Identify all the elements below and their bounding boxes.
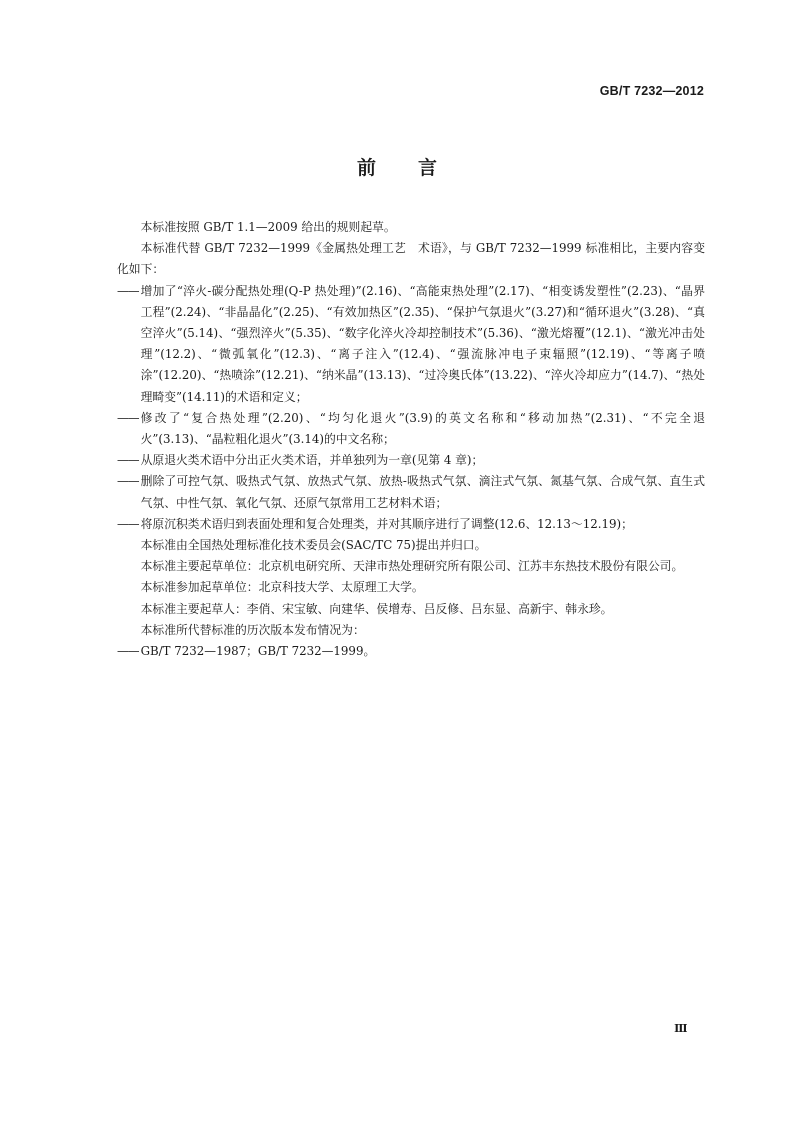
bullet-dash: —— xyxy=(117,453,139,468)
list-item-history xyxy=(117,641,705,662)
bullet-dash: —— xyxy=(117,516,139,531)
paragraph-proposed-by: 本标准由全国热处理标准化技术委员会(SAC/TC 75)提出并归口。 xyxy=(140,538,487,553)
page-title: 前言 xyxy=(356,157,479,179)
bullet-dash: —— xyxy=(117,644,139,659)
foreword-body xyxy=(117,217,705,662)
paragraph-history: 本标准所代替标准的历次版本发布情况为： xyxy=(140,622,365,637)
paragraph-drafting-rules: 本标准按照 GB/T 1.1—2009 给出的规则起草。 xyxy=(140,220,396,234)
list-item xyxy=(117,514,705,535)
paragraph-main-drafters-org: 本标准主要起草单位：北京机电研究所、天津市热处理研究所有限公司、江苏丰东热技术股份有限公司。 xyxy=(140,559,684,574)
list-item xyxy=(117,281,705,408)
list-item-text: 从原退火类术语中分出正火类术语，并单独列为一章(见第 4 章)； xyxy=(140,453,484,468)
paragraph-participating-org: 本标准参加起草单位：北京科技大学、太原理工大学。 xyxy=(140,580,424,595)
bullet-dash: —— xyxy=(117,410,139,425)
paragraph-main-drafters: 本标准主要起草人：李俏、宋宝敏、向建华、侯增寿、吕反修、吕东显、高新宇、韩永珍。 xyxy=(140,601,613,616)
bullet-dash: —— xyxy=(117,283,139,298)
bullet-dash: —— xyxy=(117,474,139,489)
list-item-text: 增加了“淬火-碳分配热处理(Q-P 热处理)”(2.16)、“高能束热处理”(2.17)、“相变诱发塑性”(2.23)、“晶界工程”(2.24)、“非晶晶化”(2.25)、“有效加热区”(2.35)、“保护气氛退火”(3.27)和“循环退火”(3.28)、“真空淬火”(5.14)、“强烈淬火”(5.35)、“数字化淬火冷却控制技术”(5.36)、“激光熔覆”(12.1)、“激光冲击处理”(12.2)、“微弧氧化”(12.3)、“离子注入”(12.4)、“强流脉冲电子束辐照”(12.19)、“等离子喷涂”(12.20)、“热喷涂”(12.21)、“纳米晶”(13.13)、“过冷奥氏体”(13.22)、“淬火冷却应力”(14.7)、“热处理畸变”(14.11)的术语和定义； xyxy=(140,283,705,404)
page-number: Ⅲ xyxy=(674,1022,687,1035)
list-item-text: 修改了“复合热处理”(2.20)、“均匀化退火”(3.9)的英文名称和“移动加热”(2.31)、“不完全退火”(3.13)、“晶粒粗化退火”(3.14)的中文名称； xyxy=(140,410,705,447)
list-item xyxy=(117,450,705,471)
list-item-text: 将原沉积类术语归到表面处理和复合处理类，并对其顺序进行了调整(12.6、12.13～12.19)； xyxy=(140,516,633,531)
list-item xyxy=(117,471,705,513)
standard-code-header: GB/T 7232—2012 xyxy=(599,84,704,98)
list-item-text: 删除了可控气氛、吸热式气氛、放热式气氛、放热-吸热式气氛、滴注式气氛、氮基气氛、合成气氛、直生式气氛、中性气氛、氧化气氛、还原气氛常用工艺材料术语； xyxy=(140,474,705,510)
list-item xyxy=(117,408,705,450)
list-item-text: GB/T 7232—1987；GB/T 7232—1999。 xyxy=(140,644,376,659)
paragraph-replaces: 本标准代替 GB/T 7232—1999《金属热处理工艺 术语》，与 GB/T 7232—1999 标准相比，主要内容变化如下： xyxy=(117,241,705,277)
